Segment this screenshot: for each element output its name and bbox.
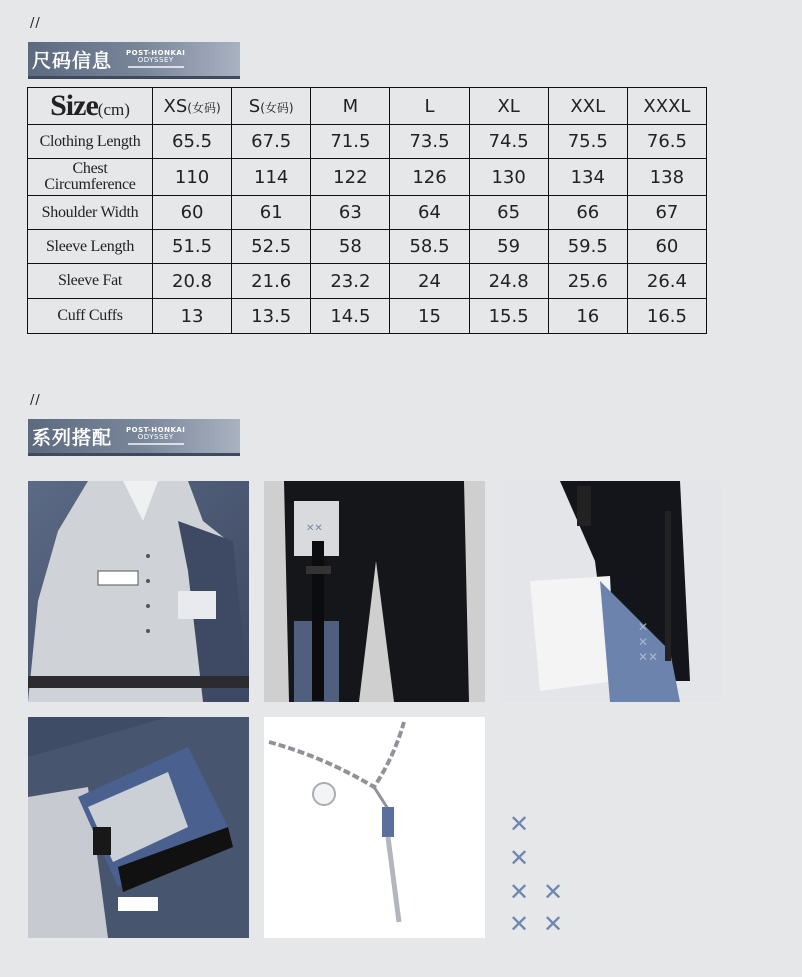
measurement-value: 25.6 [548,264,627,299]
size-row [28,125,707,159]
pants-illustration [264,481,485,702]
size-info-title: 尺码信息 [32,49,113,72]
measurement-value: 114 [232,159,311,196]
svg-text:✕✕: ✕✕ [638,650,659,664]
measurement-label: Shoulder Width [28,196,153,230]
logo-text-line2: ODYSSEY [137,56,174,64]
x-mark-decoration: ✕ [543,878,564,906]
size-label: Size [50,89,98,122]
measurement-value: 51.5 [153,230,232,264]
shirt-illustration [28,481,249,702]
measurement-value: 67 [627,196,706,230]
size-unit-cell [28,88,153,125]
photo-bag [28,717,249,938]
unit-label: (cm) [97,100,130,119]
measurement-label: Clothing Length [28,125,153,159]
measurement-value: 13 [153,299,232,334]
size-row [28,264,707,299]
size-row [28,299,707,334]
collection-title: 系列搭配 [32,426,113,449]
logo-underline [128,443,184,445]
banner-underline [28,453,240,456]
photo-skirt [500,481,721,702]
svg-text:✕: ✕ [638,620,649,634]
size-row [28,159,707,196]
x-mark-decoration: ✕ [509,910,530,938]
size-row [28,196,707,230]
measurement-label: Sleeve Fat [28,264,153,299]
size-header-xl: XL [469,88,548,125]
collection-banner [28,419,240,453]
measurement-value: 52.5 [232,230,311,264]
brand-logo [126,50,185,68]
measurement-value: 67.5 [232,125,311,159]
photo-pants [264,481,485,702]
measurement-value: 24 [390,264,469,299]
size-info-banner [28,42,240,76]
photo-shirt [28,481,249,702]
logo-text-line1: POST-HONKAI [126,426,186,434]
measurement-value: 134 [548,159,627,196]
brand-logo-2 [126,427,185,445]
logo-text-line1: POST-HONKAI [126,49,186,57]
banner-underline [28,76,240,79]
measurement-value: 76.5 [627,125,706,159]
measurement-value: 64 [390,196,469,230]
size-header-l: L [390,88,469,125]
measurement-value: 13.5 [232,299,311,334]
measurement-value: 21.6 [232,264,311,299]
measurement-value: 122 [311,159,390,196]
size-header-s: S(女码) [232,88,311,125]
measurement-value: 16.5 [627,299,706,334]
measurement-label: Cuff Cuffs [28,299,153,334]
measurement-value: 23.2 [311,264,390,299]
x-mark-decoration: ✕ [509,844,530,872]
measurement-value: 58 [311,230,390,264]
measurement-value: 126 [390,159,469,196]
measurement-value: 71.5 [311,125,390,159]
size-header-xs: XS(女码) [153,88,232,125]
measurement-value: 59.5 [548,230,627,264]
measurement-value: 66 [548,196,627,230]
skirt-illustration [500,481,721,702]
x-mark-decoration: ✕ [509,878,530,906]
measurement-value: 110 [153,159,232,196]
x-mark-decoration: ✕ [509,810,530,838]
measurement-label: Sleeve Length [28,230,153,264]
photo-necklace [264,717,485,938]
measurement-label: Chest Circumference [28,159,153,196]
measurement-value: 65 [469,196,548,230]
measurement-value: 65.5 [153,125,232,159]
section-divider-marks-2: // [30,393,41,408]
measurement-value: 14.5 [311,299,390,334]
measurement-value: 59 [469,230,548,264]
measurement-value: 73.5 [390,125,469,159]
svg-text:✕: ✕ [638,635,649,649]
measurement-value: 61 [232,196,311,230]
bag-illustration [28,717,249,938]
measurement-value: 16 [548,299,627,334]
measurement-value: 60 [153,196,232,230]
size-chart-table [27,87,707,334]
size-header-row [28,88,707,125]
section-divider-marks: // [30,16,41,31]
measurement-value: 15 [390,299,469,334]
measurement-value: 75.5 [548,125,627,159]
logo-text-line2: ODYSSEY [137,433,174,441]
measurement-value: 63 [311,196,390,230]
measurement-value: 20.8 [153,264,232,299]
size-header-m: M [311,88,390,125]
measurement-value: 15.5 [469,299,548,334]
measurement-value: 26.4 [627,264,706,299]
svg-text:✕✕: ✕✕ [306,523,323,534]
size-header-xxl: XXL [548,88,627,125]
measurement-value: 58.5 [390,230,469,264]
x-mark-decoration: ✕ [543,910,564,938]
size-header-xxxl: XXXL [627,88,706,125]
measurement-value: 74.5 [469,125,548,159]
logo-underline [128,66,184,68]
measurement-value: 130 [469,159,548,196]
necklace-illustration [264,717,485,938]
measurement-value: 60 [627,230,706,264]
measurement-value: 138 [627,159,706,196]
measurement-value: 24.8 [469,264,548,299]
size-row [28,230,707,264]
